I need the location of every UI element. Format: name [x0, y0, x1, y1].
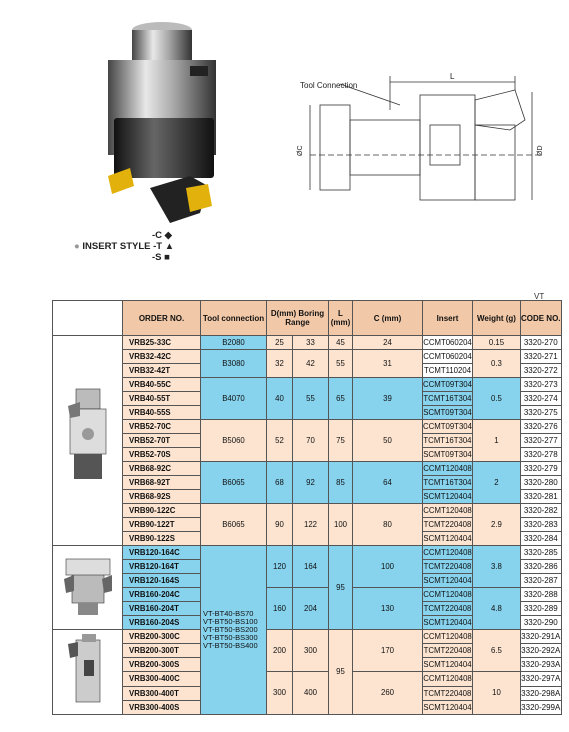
header-row — [53, 301, 562, 336]
c-value: 31 — [353, 350, 423, 378]
order-no: VRB160-204C — [123, 588, 201, 602]
insert: TCMT16T304 — [423, 434, 473, 448]
weight: 0.15 — [472, 336, 520, 350]
insert: CCMT120408 — [423, 630, 473, 644]
table-row — [53, 462, 562, 476]
insert: SCMT120404 — [423, 701, 473, 715]
tool-connection: B6065 — [201, 504, 267, 546]
medium-boring-head-icon — [58, 551, 118, 621]
table-row — [53, 588, 562, 602]
code-no: 3320-287 — [520, 574, 561, 588]
order-no: VRB25-33C — [123, 336, 201, 350]
table-row — [53, 672, 562, 687]
code-no: 3320-298A — [520, 687, 561, 701]
square-icon: ■ — [164, 252, 170, 263]
order-no: VRB120-164C — [123, 546, 201, 560]
c-value: 260 — [353, 672, 423, 715]
d-min: 160 — [267, 588, 293, 630]
c-value: 170 — [353, 630, 423, 672]
code-no: 3320-274 — [520, 392, 561, 406]
c-value: 39 — [353, 378, 423, 420]
weight: 6.5 — [472, 630, 520, 672]
diamond-icon: ◆ — [164, 230, 172, 241]
d-max: 33 — [293, 336, 329, 350]
order-no: VRB300-400T — [123, 687, 201, 701]
c-value: 130 — [353, 588, 423, 630]
d-min: 68 — [267, 462, 293, 504]
insert: SCMT120404 — [423, 658, 473, 672]
d-min: 52 — [267, 420, 293, 462]
order-no: VRB90-122C — [123, 504, 201, 518]
c-value: 80 — [353, 504, 423, 546]
code-no: 3320-275 — [520, 406, 561, 420]
insert: CCMT060204 — [423, 336, 473, 350]
order-no: VRB120-164S — [123, 574, 201, 588]
boring-head-photo — [90, 8, 230, 228]
c-value: 64 — [353, 462, 423, 504]
table-row — [53, 378, 562, 392]
insert: TCMT110204 — [423, 364, 473, 378]
header-order: ORDER NO. — [123, 301, 201, 336]
insert: CCMT09T304 — [423, 378, 473, 392]
code-no: 3320-279 — [520, 462, 561, 476]
header-weight: Weight (g) — [472, 301, 520, 336]
large-boring-head-icon — [58, 630, 118, 710]
large-head-image — [53, 630, 123, 715]
insert: TCMT220408 — [423, 602, 473, 616]
l-value: 85 — [329, 462, 353, 504]
tool-connection: B3080 — [201, 350, 267, 378]
style-c: -C ◆ — [152, 230, 172, 241]
code-no: 3320-286 — [520, 560, 561, 574]
order-no: VRB68-92C — [123, 462, 201, 476]
header-l: L (mm) — [329, 301, 353, 336]
order-no: VRB160-204S — [123, 616, 201, 630]
l-value: 45 — [329, 336, 353, 350]
insert: CCMT120408 — [423, 462, 473, 476]
code-no: 3320-272 — [520, 364, 561, 378]
header-c: C (mm) — [353, 301, 423, 336]
order-no: VRB200-300S — [123, 658, 201, 672]
insert: CCMT120408 — [423, 546, 473, 560]
code-no: 3320-288 — [520, 588, 561, 602]
weight: 10 — [472, 672, 520, 715]
d-min: 300 — [267, 672, 293, 715]
d-min: 120 — [267, 546, 293, 588]
header-insert: Insert — [423, 301, 473, 336]
order-no: VRB52-70C — [123, 420, 201, 434]
d-max: 122 — [293, 504, 329, 546]
insert: SCMT09T304 — [423, 448, 473, 462]
d-max: 92 — [293, 462, 329, 504]
medium-head-image — [53, 546, 123, 630]
code-no: 3320-280 — [520, 476, 561, 490]
header-code: CODE NO. — [520, 301, 561, 336]
insert: SCMT120404 — [423, 490, 473, 504]
c-value: 50 — [353, 420, 423, 462]
code-no: 3320-284 — [520, 532, 561, 546]
code-no: 3320-271 — [520, 350, 561, 364]
d-min: 32 — [267, 350, 293, 378]
d-max: 164 — [293, 546, 329, 588]
header-d: D(mm) Boring Range — [267, 301, 329, 336]
triangle-icon: ▲ — [164, 241, 175, 252]
insert: SCMT120404 — [423, 532, 473, 546]
style-s: -S ■ — [152, 252, 170, 263]
table-row — [53, 420, 562, 434]
order-no: VRB200-300T — [123, 644, 201, 658]
code-no: 3320-293A — [520, 658, 561, 672]
order-no: VRB52-70S — [123, 448, 201, 462]
weight: 4.8 — [472, 588, 520, 630]
d-max: 400 — [293, 672, 329, 715]
d-max: 70 — [293, 420, 329, 462]
length-label: L — [450, 72, 455, 81]
technical-drawing — [290, 70, 550, 210]
insert: SCMT120404 — [423, 616, 473, 630]
tool-connection: B6065 — [201, 462, 267, 504]
order-no: VRB52-70T — [123, 434, 201, 448]
weight: 1 — [472, 420, 520, 462]
code-no: 3320-277 — [520, 434, 561, 448]
code-no: 3320-282 — [520, 504, 561, 518]
l-value: 65 — [329, 378, 353, 420]
order-no: VRB68-92T — [123, 476, 201, 490]
insert: TCMT220408 — [423, 644, 473, 658]
c-value: 24 — [353, 336, 423, 350]
tool-connection: B4070 — [201, 378, 267, 420]
code-no: 3320-297A — [520, 672, 561, 687]
order-no: VRB68-92S — [123, 490, 201, 504]
code-no: 3320-278 — [520, 448, 561, 462]
weight: 3.8 — [472, 546, 520, 588]
insert: CCMT09T304 — [423, 420, 473, 434]
dd-label: ØD — [537, 145, 544, 156]
insert-style-label-row: ● INSERT STYLE -T ▲ — [74, 241, 175, 252]
order-no: VRB300-400C — [123, 672, 201, 687]
d-max: 55 — [293, 378, 329, 420]
table-row — [53, 504, 562, 518]
table-row — [53, 546, 562, 560]
d-max: 300 — [293, 630, 329, 672]
specification-table — [52, 300, 562, 715]
code-no: 3320-283 — [520, 518, 561, 532]
small-head-image — [53, 336, 123, 546]
tool-connection-large: VT-BT40-BS70 VT-BT50-BS100 VT-BT50-BS200 VT-BT50-BS300 VT-BT50-BS400 — [201, 546, 267, 715]
code-no: 3320-292A — [520, 644, 561, 658]
c-value: 100 — [353, 546, 423, 588]
table-row — [53, 630, 562, 644]
weight: 2.9 — [472, 504, 520, 546]
insert: CCMT120408 — [423, 672, 473, 687]
code-no: 3320-276 — [520, 420, 561, 434]
l-value: 55 — [329, 350, 353, 378]
weight: 0.5 — [472, 378, 520, 420]
vt-mark: VT — [534, 292, 545, 301]
insert: CCMT120408 — [423, 588, 473, 602]
l-value: 95 — [329, 546, 353, 630]
insert: CCMT120408 — [423, 504, 473, 518]
insert: TCMT220408 — [423, 687, 473, 701]
order-no: VRB32-42T — [123, 364, 201, 378]
tool-connection: B2080 — [201, 336, 267, 350]
code-no: 3320-290 — [520, 616, 561, 630]
d-max: 42 — [293, 350, 329, 378]
l-value: 100 — [329, 504, 353, 546]
tool-connection-label: Tool Connection — [300, 81, 358, 90]
insert-style-legend — [74, 230, 194, 266]
table-row — [53, 350, 562, 364]
l-value: 75 — [329, 420, 353, 462]
weight: 0.3 — [472, 350, 520, 378]
insert: SCMT120404 — [423, 574, 473, 588]
code-no: 3320-270 — [520, 336, 561, 350]
insert: TCMT16T304 — [423, 476, 473, 490]
d-min: 25 — [267, 336, 293, 350]
order-no: VRB40-55C — [123, 378, 201, 392]
image-header — [53, 301, 123, 336]
code-no: 3320-289 — [520, 602, 561, 616]
insert: TCMT220408 — [423, 518, 473, 532]
code-no: 3320-291A — [520, 630, 561, 644]
order-no: VRB300-400S — [123, 701, 201, 715]
insert: TCMT16T304 — [423, 392, 473, 406]
order-no: VRB90-122T — [123, 518, 201, 532]
order-no: VRB40-55T — [123, 392, 201, 406]
insert: CCMT060204 — [423, 350, 473, 364]
code-no: 3320-299A — [520, 701, 561, 715]
order-no: VRB120-164T — [123, 560, 201, 574]
header-tool: Tool connection — [201, 301, 267, 336]
d-min: 40 — [267, 378, 293, 420]
insert: TCMT220408 — [423, 560, 473, 574]
tool-connection: B5060 — [201, 420, 267, 462]
code-no: 3320-273 — [520, 378, 561, 392]
code-no: 3320-281 — [520, 490, 561, 504]
order-no: VRB200-300C — [123, 630, 201, 644]
order-no: VRB90-122S — [123, 532, 201, 546]
l-value: 95 — [329, 630, 353, 715]
bullet-icon: ● — [74, 241, 80, 252]
weight: 2 — [472, 462, 520, 504]
order-no: VRB32-42C — [123, 350, 201, 364]
d-min: 90 — [267, 504, 293, 546]
order-no: VRB40-55S — [123, 406, 201, 420]
small-boring-head-icon — [58, 384, 118, 494]
d-min: 200 — [267, 630, 293, 672]
dc-label: ØC — [297, 145, 304, 156]
code-no: 3320-285 — [520, 546, 561, 560]
insert: SCMT09T304 — [423, 406, 473, 420]
d-max: 204 — [293, 588, 329, 630]
table-row — [53, 336, 562, 350]
order-no: VRB160-204T — [123, 602, 201, 616]
